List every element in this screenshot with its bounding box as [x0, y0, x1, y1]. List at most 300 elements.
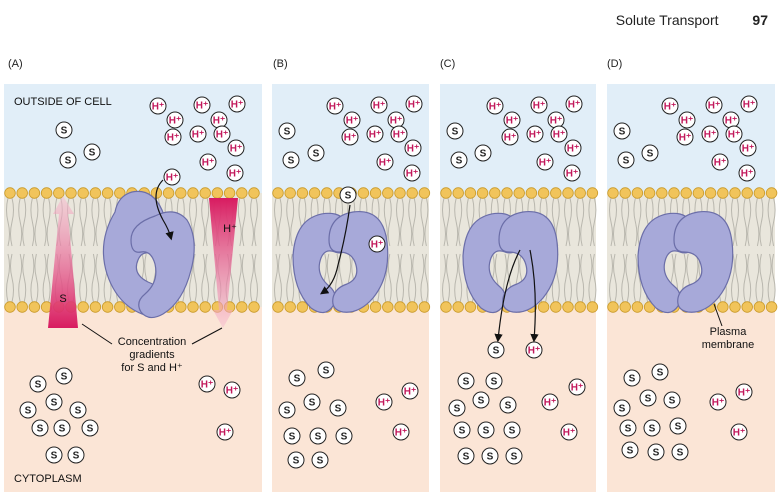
- ion-label: S: [618, 403, 626, 415]
- lipid-head: [563, 302, 574, 313]
- lipid-head: [620, 188, 631, 199]
- lipid-head: [395, 302, 406, 313]
- ion-label: S: [626, 445, 634, 457]
- ion-label: H⁺: [225, 385, 239, 397]
- ion-label: H⁺: [711, 397, 725, 409]
- lipid-head: [200, 302, 211, 313]
- proton-ion: [406, 96, 422, 112]
- ion-label: H⁺: [166, 132, 180, 144]
- proton-ion: [228, 140, 244, 156]
- proton-ion: [702, 126, 718, 142]
- proton-ion: [527, 126, 543, 142]
- proton-ion: [504, 112, 520, 128]
- lipid-head: [526, 188, 537, 199]
- lipid-head: [551, 302, 562, 313]
- ion-label: H⁺: [552, 129, 566, 141]
- ion-label: S: [316, 455, 324, 467]
- lipid-head: [188, 302, 199, 313]
- lipid-head: [551, 188, 562, 199]
- ion-label: S: [492, 345, 500, 357]
- ion-label: S: [482, 425, 490, 437]
- membrane-label: Plasma: [709, 326, 747, 338]
- lipid-head: [718, 302, 729, 313]
- lipid-head: [285, 188, 296, 199]
- proton-ion: [167, 112, 183, 128]
- ion-label: S: [624, 423, 632, 435]
- lipid-head: [644, 188, 655, 199]
- solute-ion: [56, 122, 72, 138]
- lipid-head: [66, 188, 77, 199]
- membrane-label: membrane: [701, 339, 755, 351]
- lipid-head: [285, 302, 296, 313]
- lipid-head: [419, 188, 430, 199]
- ion-label: S: [293, 373, 301, 385]
- proton-ion: [402, 383, 418, 399]
- ion-label: H⁺: [392, 129, 406, 141]
- solute-ion: [670, 418, 686, 434]
- ion-label: S: [674, 421, 682, 433]
- ion-label: S: [668, 395, 676, 407]
- ion-label: S: [74, 405, 82, 417]
- solute-ion: [504, 422, 520, 438]
- solute-ion: [32, 420, 48, 436]
- proton-ion: [726, 126, 742, 142]
- proton-ion: [537, 154, 553, 170]
- lipid-head: [78, 188, 89, 199]
- solute-ion: [672, 444, 688, 460]
- solute-ion: [279, 402, 295, 418]
- ion-label: S: [622, 155, 630, 167]
- proton-ion: [227, 165, 243, 181]
- lipid-head: [370, 188, 381, 199]
- solute-ion: [458, 373, 474, 389]
- lipid-head: [632, 302, 643, 313]
- lipid-head: [742, 302, 753, 313]
- solute-ion: [82, 420, 98, 436]
- solute-ion: [473, 392, 489, 408]
- ion-label: S: [486, 451, 494, 463]
- ion-label: H⁺: [528, 129, 542, 141]
- ion-label: S: [334, 403, 342, 415]
- proton-ion: [393, 424, 409, 440]
- ion-label: H⁺: [345, 115, 359, 127]
- ion-label: H⁺: [741, 143, 755, 155]
- lipid-head: [514, 188, 525, 199]
- ion-label: H⁺: [505, 115, 519, 127]
- proton-ion: [344, 112, 360, 128]
- ion-label: S: [58, 423, 66, 435]
- ion-label: S: [340, 431, 348, 443]
- lipid-head: [742, 188, 753, 199]
- proton-ion: [710, 394, 726, 410]
- ion-label: S: [283, 405, 291, 417]
- solute-ion: [478, 422, 494, 438]
- ion-label: H⁺: [527, 345, 541, 357]
- proton-ion: [741, 96, 757, 112]
- ion-label: S: [24, 405, 32, 417]
- proton-ion: [229, 96, 245, 112]
- proton-ion: [194, 97, 210, 113]
- ion-label: S: [490, 376, 498, 388]
- lipid-head: [441, 302, 452, 313]
- solute-ion: [308, 145, 324, 161]
- ion-label: H⁺: [377, 397, 391, 409]
- proton-ion: [224, 382, 240, 398]
- proton-ion: [564, 165, 580, 181]
- ion-label: S: [644, 393, 652, 405]
- ion-label: S: [288, 431, 296, 443]
- gradient-h-label: H⁺: [223, 223, 237, 235]
- solute-ion: [289, 370, 305, 386]
- ion-label: H⁺: [200, 379, 214, 391]
- lipid-head: [766, 188, 777, 199]
- lipid-head: [237, 302, 248, 313]
- proton-ion: [376, 394, 392, 410]
- ion-label: H⁺: [229, 143, 243, 155]
- proton-ion: [342, 129, 358, 145]
- lipid-head: [383, 302, 394, 313]
- ion-label: H⁺: [732, 427, 746, 439]
- ion-label: S: [508, 425, 516, 437]
- ion-label: H⁺: [532, 100, 546, 112]
- lipid-head: [730, 302, 741, 313]
- ion-label: H⁺: [370, 239, 384, 251]
- ion-label: H⁺: [407, 99, 421, 111]
- proton-ion: [565, 140, 581, 156]
- ion-label: S: [462, 451, 470, 463]
- lipid-head: [90, 302, 101, 313]
- ion-label: S: [312, 148, 320, 160]
- ion-label: S: [308, 397, 316, 409]
- ion-label: H⁺: [727, 129, 741, 141]
- lipid-head: [237, 188, 248, 199]
- lipid-head: [5, 302, 16, 313]
- lipid-head: [395, 188, 406, 199]
- ion-label: S: [648, 423, 656, 435]
- lipid-head: [465, 302, 476, 313]
- solute-ion: [288, 452, 304, 468]
- ion-label: H⁺: [228, 168, 242, 180]
- solute-ion: [648, 444, 664, 460]
- solute-ion: [458, 448, 474, 464]
- lipid-head: [29, 188, 40, 199]
- gradient-caption: Concentration: [117, 336, 187, 348]
- lipid-head: [200, 188, 211, 199]
- solute-ion: [475, 145, 491, 161]
- lipid-head: [705, 188, 716, 199]
- ion-label: S: [462, 376, 470, 388]
- page-number: 97: [752, 12, 768, 28]
- lipid-head: [102, 302, 113, 313]
- lipid-head: [657, 188, 668, 199]
- ion-label: H⁺: [165, 172, 179, 184]
- solute-ion: [500, 397, 516, 413]
- lipid-head: [538, 302, 549, 313]
- proton-ion: [551, 126, 567, 142]
- ion-label: H⁺: [406, 143, 420, 155]
- ion-label: H⁺: [570, 382, 584, 394]
- solute-ion: [70, 402, 86, 418]
- solute-ion: [486, 373, 502, 389]
- lipid-head: [608, 302, 619, 313]
- solute-ion: [330, 400, 346, 416]
- ion-label: H⁺: [328, 101, 342, 113]
- solute-ion: [640, 390, 656, 406]
- ion-label: S: [618, 126, 626, 138]
- lipid-head: [502, 188, 513, 199]
- lipid-head: [563, 188, 574, 199]
- lipid-head: [587, 188, 598, 199]
- ion-label: S: [455, 155, 463, 167]
- lipid-head: [90, 188, 101, 199]
- ion-label: S: [60, 371, 68, 383]
- lipid-head: [273, 302, 284, 313]
- solute-ion: [482, 448, 498, 464]
- ion-label: H⁺: [538, 157, 552, 169]
- ion-label: S: [477, 395, 485, 407]
- ion-label: S: [283, 126, 291, 138]
- proton-ion: [736, 384, 752, 400]
- ion-label: H⁺: [343, 132, 357, 144]
- lipid-head: [587, 302, 598, 313]
- solute-ion: [624, 370, 640, 386]
- ion-label: H⁺: [703, 129, 717, 141]
- proton-ion: [377, 154, 393, 170]
- proton-ion: [367, 126, 383, 142]
- proton-ion: [679, 112, 695, 128]
- gradient-caption: for S and H⁺: [121, 362, 183, 374]
- ion-label: S: [292, 455, 300, 467]
- ion-label: H⁺: [403, 386, 417, 398]
- ion-label: S: [60, 125, 68, 137]
- ion-label: H⁺: [215, 129, 229, 141]
- ion-label: H⁺: [488, 101, 502, 113]
- proton-ion: [391, 126, 407, 142]
- ion-label: H⁺: [191, 129, 205, 141]
- proton-ion: [739, 165, 755, 181]
- gradient-caption: gradients: [129, 349, 175, 361]
- lipid-head: [441, 188, 452, 199]
- solute-ion: [336, 428, 352, 444]
- solute-ion: [46, 394, 62, 410]
- lipid-head: [297, 188, 308, 199]
- ion-label: H⁺: [368, 129, 382, 141]
- solute-ion: [664, 392, 680, 408]
- lipid-head: [632, 188, 643, 199]
- ion-label: S: [656, 367, 664, 379]
- ion-label: S: [510, 451, 518, 463]
- lipid-head: [730, 188, 741, 199]
- ion-label: H⁺: [168, 115, 182, 127]
- solute-ion: [451, 152, 467, 168]
- lipid-head: [538, 188, 549, 199]
- lipid-head: [188, 188, 199, 199]
- proton-ion: [548, 112, 564, 128]
- proton-ion: [677, 129, 693, 145]
- ion-label: H⁺: [218, 427, 232, 439]
- lipid-head: [477, 188, 488, 199]
- solute-ion: [310, 428, 326, 444]
- lipid-head: [176, 302, 187, 313]
- ion-label: H⁺: [567, 99, 581, 111]
- proton-ion: [569, 379, 585, 395]
- proton-ion: [388, 112, 404, 128]
- proton-ion: [217, 424, 233, 440]
- lipid-head: [407, 302, 418, 313]
- proton-ion: [190, 126, 206, 142]
- ion-label: H⁺: [707, 100, 721, 112]
- ion-label: S: [479, 148, 487, 160]
- ion-label: H⁺: [372, 100, 386, 112]
- solute-ion: [68, 447, 84, 463]
- lipid-head: [766, 302, 777, 313]
- ion-label: S: [88, 147, 96, 159]
- ion-label: S: [287, 155, 295, 167]
- ion-label: S: [453, 403, 461, 415]
- lipid-head: [163, 188, 174, 199]
- solute-ion: [279, 123, 295, 139]
- proton-ion: [214, 126, 230, 142]
- proton-ion: [327, 98, 343, 114]
- ion-label: S: [652, 447, 660, 459]
- lipid-head: [176, 188, 187, 199]
- lipid-head: [54, 188, 65, 199]
- solute-ion: [506, 448, 522, 464]
- proton-ion: [526, 342, 542, 358]
- ion-label: H⁺: [549, 115, 563, 127]
- ion-label: S: [322, 365, 330, 377]
- section-title: Solute Transport: [615, 12, 719, 28]
- lipid-head: [754, 188, 765, 199]
- lipid-head: [575, 302, 586, 313]
- ion-label: S: [34, 379, 42, 391]
- solute-ion: [30, 376, 46, 392]
- proton-ion: [542, 394, 558, 410]
- solute-ion: [60, 152, 76, 168]
- panel-label-d: (D): [607, 58, 623, 70]
- ion-label: S: [676, 447, 684, 459]
- lipid-head: [29, 302, 40, 313]
- lipid-head: [490, 188, 501, 199]
- gradient-s-label: S: [59, 293, 67, 305]
- proton-ion: [531, 97, 547, 113]
- ion-label: H⁺: [195, 100, 209, 112]
- lipid-head: [102, 188, 113, 199]
- lipid-head: [681, 188, 692, 199]
- lipid-head: [383, 188, 394, 199]
- lipid-head: [407, 188, 418, 199]
- proton-ion: [740, 140, 756, 156]
- ion-label: H⁺: [742, 99, 756, 111]
- proton-ion: [502, 129, 518, 145]
- solute-ion: [614, 400, 630, 416]
- lipid-head: [309, 188, 320, 199]
- lipid-head: [608, 188, 619, 199]
- lipid-head: [115, 302, 126, 313]
- ion-label: H⁺: [724, 115, 738, 127]
- proton-ion: [150, 98, 166, 114]
- solute-ion: [622, 442, 638, 458]
- ion-label: S: [50, 397, 58, 409]
- lipid-head: [358, 188, 369, 199]
- solute-ion: [618, 152, 634, 168]
- outside-label: OUTSIDE OF CELL: [14, 96, 112, 108]
- ion-label: S: [646, 148, 654, 160]
- ion-label: S: [344, 190, 352, 202]
- ion-label: H⁺: [565, 168, 579, 180]
- lipid-head: [212, 188, 223, 199]
- ion-label: H⁺: [201, 157, 215, 169]
- lipid-head: [453, 302, 464, 313]
- solute-ion: [454, 422, 470, 438]
- ion-label: S: [451, 126, 459, 138]
- proton-ion: [199, 376, 215, 392]
- proton-ion: [706, 97, 722, 113]
- lipid-head: [249, 188, 260, 199]
- solute-ion: [644, 420, 660, 436]
- proton-ion: [200, 154, 216, 170]
- solute-ion: [318, 362, 334, 378]
- ion-label: H⁺: [378, 157, 392, 169]
- lipid-head: [5, 188, 16, 199]
- ion-label: H⁺: [566, 143, 580, 155]
- solute-ion: [20, 402, 36, 418]
- proton-ion: [662, 98, 678, 114]
- solute-ion: [312, 452, 328, 468]
- proton-ion: [404, 165, 420, 181]
- proton-ion: [561, 424, 577, 440]
- ion-label: H⁺: [678, 132, 692, 144]
- solute-ion: [449, 400, 465, 416]
- proton-ion: [369, 236, 385, 252]
- ion-label: H⁺: [503, 132, 517, 144]
- solute-ion: [46, 447, 62, 463]
- ion-label: H⁺: [713, 157, 727, 169]
- lipid-head: [718, 188, 729, 199]
- lipid-head: [17, 188, 28, 199]
- ion-label: H⁺: [151, 101, 165, 113]
- ion-label: S: [50, 450, 58, 462]
- solute-ion: [652, 364, 668, 380]
- lipid-head: [419, 302, 430, 313]
- proton-ion: [405, 140, 421, 156]
- solute-ion: [54, 420, 70, 436]
- solute-ion: [447, 123, 463, 139]
- cytoplasm-label: CYTOPLASM: [14, 473, 82, 485]
- ion-label: S: [72, 450, 80, 462]
- solute-ion: [340, 187, 356, 203]
- solute-ion: [284, 428, 300, 444]
- lipid-head: [17, 302, 28, 313]
- proton-ion: [566, 96, 582, 112]
- proton-ion: [731, 424, 747, 440]
- ion-label: H⁺: [212, 115, 226, 127]
- lipid-head: [224, 188, 235, 199]
- lipid-head: [620, 302, 631, 313]
- solute-ion: [614, 123, 630, 139]
- ion-label: S: [64, 155, 72, 167]
- lipid-head: [669, 188, 680, 199]
- lipid-head: [370, 302, 381, 313]
- ion-label: S: [504, 400, 512, 412]
- ion-label: H⁺: [737, 387, 751, 399]
- proton-ion: [723, 112, 739, 128]
- solute-ion: [304, 394, 320, 410]
- proton-ion: [211, 112, 227, 128]
- solute-ion: [56, 368, 72, 384]
- ion-label: H⁺: [543, 397, 557, 409]
- solute-ion: [642, 145, 658, 161]
